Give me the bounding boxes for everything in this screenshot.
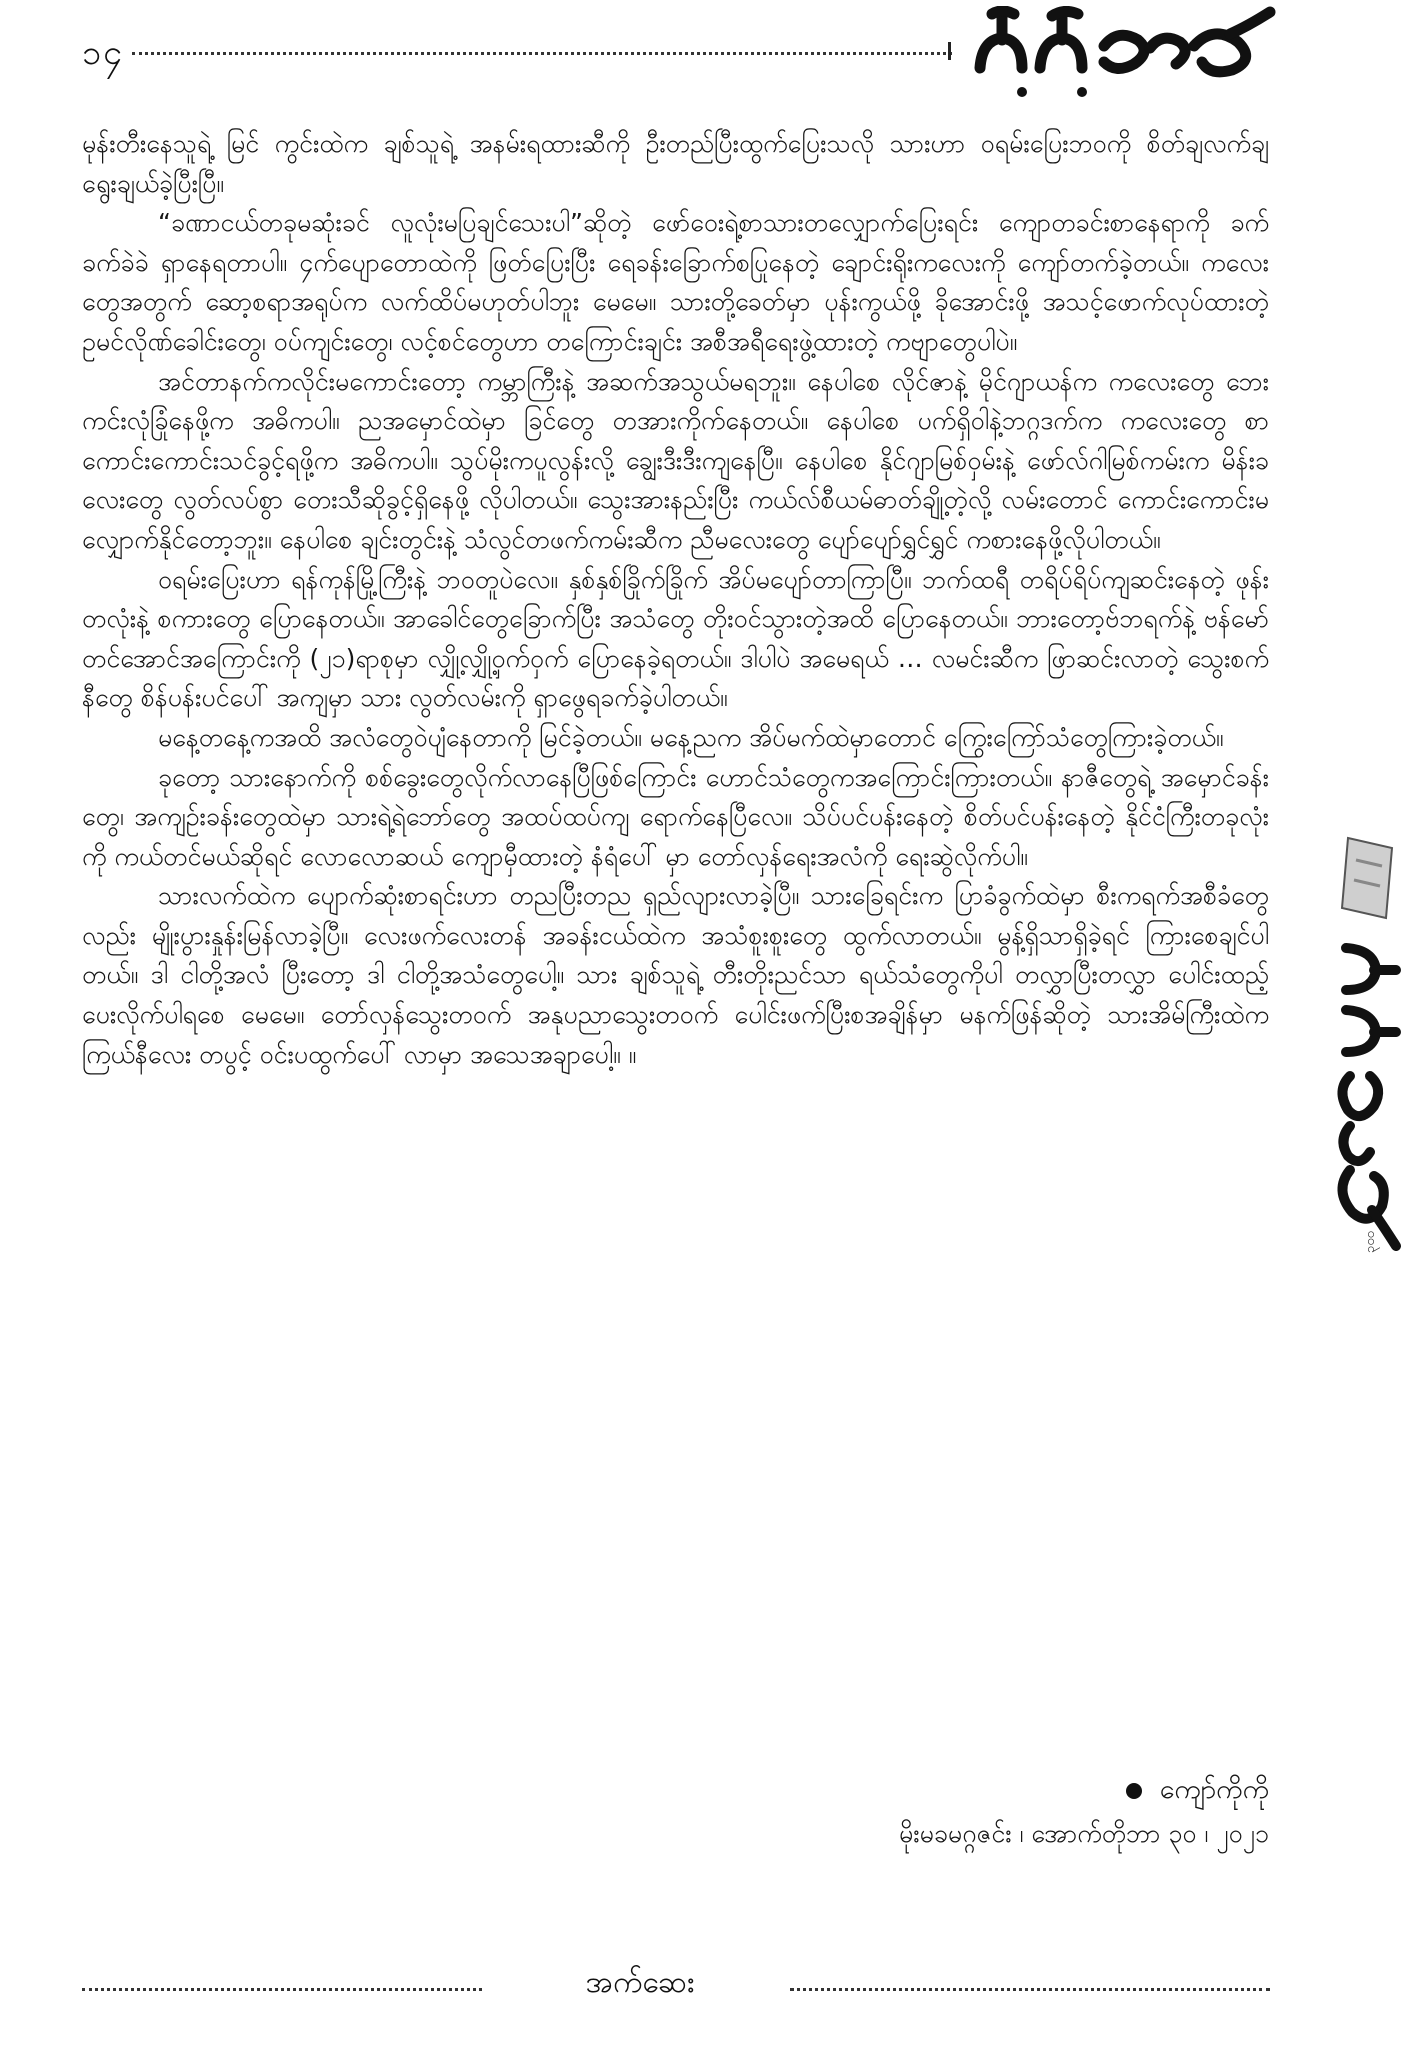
article-paragraph-4: ဝရမ်းပြေးဟာ ရန်ကုန်မြို့ကြီးနဲ့ ဘဝတူပဲလေ။ နှစ်နှစ်ခြိုက်ခြိုက် အိပ်မပျော်တာကြာပြီ။ ဘက်ထရီ တရိပ်ရိပ်ကျဆင်းနေတဲ့ ဖုန်းတလုံးနဲ့ စကားတွေ ပြောနေတယ်။ အာခေါင်တွေခြောက်ပြီး အသံတွေ တိုးဝင်သွားတဲ့အထိ ပြောနေတယ်။ ဘားတော့ဗ်ဘရက်နဲ့ ဗန်မော်တင်အောင်အကြောင်းကို (၂၁)ရာစုမှာ လျှို့လျှို့ဝှက်ဝှက် ပြောနေခဲ့ရတယ်။ ဒါပါပဲ အမေရယ် … လမင်းဆီက ဖြာဆင်းလာတဲ့ သွေးစက်နီတွေ စိန်ပန်းပင်ပေါ် အကျမှာ သား လွတ်လမ်းကို ရှာဖွေရခက်ခဲ့ပါတယ်။	[82, 564, 1269, 713]
header-rule-end	[948, 42, 951, 60]
page-footer	[0, 1960, 1405, 2020]
footer-section-label: အက်ဆေး	[585, 1965, 695, 2000]
bullet-icon	[1126, 1783, 1142, 1799]
article-paragraph-1: မုန်းတီးနေသူရဲ့ မြင် ကွင်းထဲက ချစ်သူရဲ့ အနမ်းရထားဆီကို ဦးတည်ပြီးထွက်ပြေးသလို သားဟာ ဝရမ်းပြေးဘဝကို စိတ်ချလက်ချ ရွေးချယ်ခဲ့ပြီးပြီ။	[82, 129, 1269, 198]
footer-dotted-rule-right	[790, 1988, 1270, 1991]
side-tab-logo	[1328, 830, 1405, 1260]
side-tab-title: မိုးမခ	[1328, 830, 1330, 831]
header-dotted-rule	[132, 52, 952, 55]
page-header	[0, 0, 1405, 110]
magazine-logo-graphic	[962, 6, 1282, 104]
side-tab-graphic	[1328, 830, 1405, 1260]
article-body	[82, 124, 1269, 1074]
publication-date: မိုးမခမဂ္ဂဇင်း ၊ အောက်တိုဘာ ၃၀ ၊ ၂၀၂၁	[898, 1819, 1269, 1848]
article-paragraph-5: မနေ့တနေ့ကအထိ အလံတွေဝဲပျံနေတာကို မြင်ခဲ့တယ်။ မနေ့ညက အိပ်မက်ထဲမှာတောင် ကြွေးကြော်သံတွေကြားခဲ့တယ်။	[158, 722, 1224, 752]
author-name: ကျော်ကိုကို	[1159, 1774, 1269, 1805]
footer-dotted-rule-left	[82, 1988, 482, 1991]
author-byline	[760, 1772, 1269, 1812]
side-tab-subtitle: ၃၀၀	[1363, 1231, 1378, 1253]
magazine-logo	[962, 6, 1282, 104]
article-paragraph-3: အင်တာနက်ကလိုင်းမကောင်းတော့ ကမ္ဘာကြီးနဲ့ အဆက်အသွယ်မရဘူး။ နေပါစေ လိုင်ဇာနဲ့ မိုင်ဂျာယန်က ကလေးတွေ ဘေးကင်းလုံခြုံနေဖို့က အဓိကပါ။ ညအမှောင်ထဲမှာ ခြင်တွေ တအားကိုက်နေတယ်။ နေပါစေ ပက်ရှိဝါနဲ့ဘဂ္ဂဒက်က ကလေးတွေ စာကောင်းကောင်းသင်ခွင့်ရဖို့က အဓိကပါ။ သွပ်မိုးကပူလွန်းလို့ ချွေးဒီးဒီးကျနေပြီ။ နေပါစေ နိုင်ဂျာမြစ်ဝှမ်းနဲ့ ဖော်လ်ဂါမြစ်ကမ်းက မိန်းခလေးတွေ လွတ်လပ်စွာ တေးသီဆိုခွင့်ရှိနေဖို့ လိုပါတယ်။ သွေးအားနည်းပြီး ကယ်လ်စီယမ်ဓာတ်ချို့တဲ့လို့ လမ်းတောင် ကောင်းကောင်းမလျှောက်နိုင်တော့ဘူး။ နေပါစေ ချင်းတွင်းနဲ့ သံလွင်တဖက်ကမ်းဆီက ညီမလေးတွေ ပျော်ပျော်ရွှင်ရွှင် ကစားနေဖို့လိုပါတယ်။	[82, 366, 1269, 554]
page-number: ၁၄	[82, 33, 125, 73]
article-paragraph-7: သားလက်ထဲက ပျောက်ဆုံးစာရင်းဟာ တညပြီးတည ရှည်လျားလာခဲ့ပြီ။ သားခြေရင်းက ပြာခံခွက်ထဲမှာ စီးကရက်အစီခံတွေလည်း မျိုးပွားနှုန်းမြန်လာခဲ့ပြီ။ လေးဖက်လေးတန် အခန်းငယ်ထဲက အသံစူးစူးတွေ ထွက်လာတယ်။ မွန့်ရှိသာရှိခဲ့ရင် ကြားစေချင်ပါတယ်။ ဒါ ငါတို့အလံ ပြီးတော့ ဒါ ငါတို့အသံတွေပေါ့။ သား ချစ်သူရဲ့ တီးတိုးညင်သာ ရယ်သံတွေကိုပါ တလွှာပြီးတလွှာ ပေါင်းထည့်ပေးလိုက်ပါရစေ မေမေ။ တော်လှန်သွေးတဝက် အနုပညာသွေးတဝက် ပေါင်းဖက်ပြီးစအချိန်မှာ မနက်ဖြန်ဆိုတဲ့ သားအိမ်ကြီးထဲက ကြယ်နီလေး တပွင့် ဝင်းပထွက်ပေါ် လာမှာ အသေအချာပေါ့။ ။	[82, 881, 1269, 1069]
article-paragraph-2: “ခဏာငယ်တခုမဆုံးခင် လူလုံးမပြချင်သေးပါ”ဆိုတဲ့ ဖော်ဝေးရဲ့စာသားတလျှောက်ပြေးရင်း ကျောတခင်းစာနေရာကို ခက်ခက်ခဲခဲ ရှာနေရတာပါ။ ၄က်ပျောတောထဲကို ဖြတ်ပြေးပြီး ရေခန်းခြောက်စပြုနေတဲ့ ချောင်းရိုးကလေးကို ကျော်တက်ခဲ့တယ်။ ကလေးတွေအတွက် ဆော့စရာအရုပ်က လက်ထိပ်မဟုတ်ပါဘူး မေမေ။ သားတို့ခေတ်မှာ ပုန်းကွယ်ဖို့ ခိုအောင်းဖို့ အသင့်ဖောက်လုပ်ထားတဲ့ ဥမင်လိုဏ်ခေါင်းတွေ၊ ဝပ်ကျင်းတွေ၊ လင့်စင်တွေဟာ တကြောင်းချင်း အစီအရီရေးဖွဲ့ထားတဲ့ ကဗျာတွေပါပဲ။	[82, 208, 1269, 356]
article-paragraph-6: ခုတော့ သားနောက်ကို စစ်ခွေးတွေလိုက်လာနေပြီဖြစ်ကြောင်း ဟောင်သံတွေကအကြောင်းကြားတယ်။ နာဇီတွေရဲ့ အမှောင်ခန်းတွေ၊ အကျဉ်းခန်းတွေထဲမှာ သားရဲ့ရဲဘော်တွေ အထပ်ထပ်ကျ ရောက်နေပြီလေ။ သိပ်ပင်ပန်းနေတဲ့ စိတ်ပင်ပန်းနေတဲ့ နိုင်ငံကြီးတခုလုံးကို ကယ်တင်မယ်ဆိုရင် လောလောဆယ် ကျောမှီထားတဲ့ နံရံပေါ် မှာ တော်လှန်ရေးအလံကို ရေးဆွဲလိုက်ပါ။	[82, 762, 1269, 871]
